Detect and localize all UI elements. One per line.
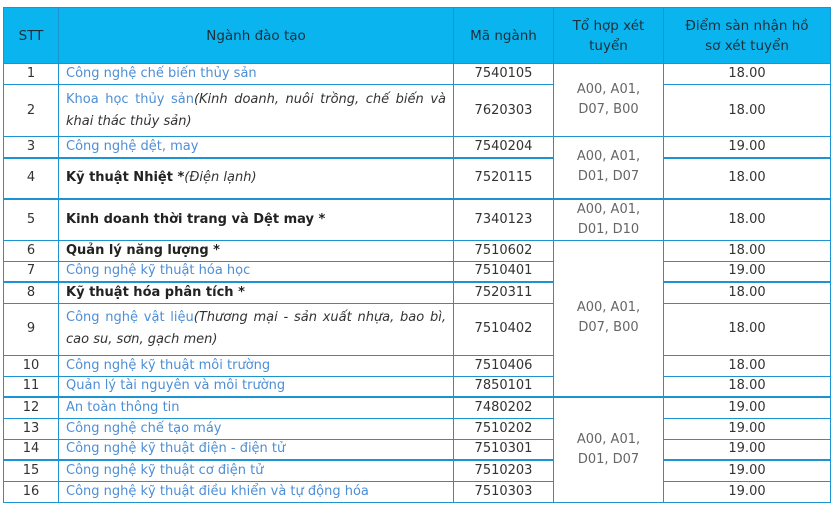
header-combo [554,8,664,64]
cell-score: 18.00 [664,355,831,376]
cell-code: 7520311 [454,282,554,303]
combo-label: A00, A01, D07, B00 [576,82,641,117]
cell-score: 18.00 [664,376,831,397]
table-row [4,355,831,376]
header-code: Mã ngành [454,8,554,64]
cell-code: 7510401 [454,261,554,282]
major-label: Kỹ thuật hóa phân tích * [66,284,245,300]
major-link[interactable]: Khoa học thủy sản [66,91,194,107]
table-row [4,282,831,303]
cell-score: 18.00 [664,85,831,137]
table-row [4,376,831,397]
major-link[interactable]: Quản lý tài nguyên và môi trường [66,378,286,394]
combo-label: A00, A01, D01, D07 [576,431,641,467]
cell-major [59,376,454,397]
major-note: (Kinh doanh, nuôi trồng, chế biến và khai thác thủy sản) [66,91,446,129]
admission-table-container [3,7,830,503]
major-link[interactable]: Công nghệ chế biến thủy sản [66,66,257,81]
cell-major [59,460,454,481]
cell-stt: 13 [4,418,59,439]
cell-score: 18.00 [664,158,831,199]
cell-stt: 16 [4,481,59,502]
cell-code: 7850101 [454,376,554,397]
cell-stt: 12 [4,397,59,418]
cell-score: 19.00 [664,418,831,439]
major-link[interactable]: Công nghệ kỹ thuật cơ điện tử [66,462,264,478]
header-major: Ngành đào tạo [59,8,454,64]
cell-stt: 7 [4,261,59,282]
major-label: Quản lý năng lượng * [66,242,220,258]
cell-code: 7510406 [454,355,554,376]
cell-code: 7620303 [454,85,554,137]
table-row [4,303,831,355]
cell-major [59,481,454,502]
cell-score: 19.00 [664,397,831,418]
cell-code: 7540105 [454,64,554,85]
cell-score: 19.00 [664,481,831,502]
cell-score: 18.00 [664,64,831,85]
cell-stt: 15 [4,460,59,481]
cell-major [59,397,454,418]
major-label: Kỹ thuật Nhiệt * [66,170,185,185]
cell-code: 7480202 [454,397,554,418]
cell-score: 19.00 [664,137,831,158]
cell-code: 7510202 [454,418,554,439]
cell-score: 19.00 [664,439,831,460]
cell-stt: 8 [4,282,59,303]
cell-major [59,137,454,158]
cell-code: 7510301 [454,439,554,460]
cell-code: 7510402 [454,303,554,355]
cell-code: 7510303 [454,481,554,502]
cell-stt: 1 [4,64,59,85]
table-row [4,240,831,261]
cell-stt: 5 [4,199,59,241]
major-link[interactable]: Công nghệ kỹ thuật hóa học [66,263,251,279]
table-row [4,85,831,137]
cell-combo [554,240,664,397]
combo-label: A00, A01, D01, D07 [576,149,641,185]
cell-code: 7540204 [454,137,554,158]
major-link[interactable]: Công nghệ dệt, may [66,138,199,154]
cell-major [59,439,454,460]
cell-score: 19.00 [664,460,831,481]
cell-stt: 11 [4,376,59,397]
cell-code: 7510203 [454,460,554,481]
table-row [4,397,831,418]
cell-code: 7510602 [454,240,554,261]
header-combo-label: Tổ hợp xét tuyển [572,17,645,54]
major-note: (Điện lạnh) [184,170,257,185]
table-row [4,199,831,241]
table-row [4,418,831,439]
cell-major [59,261,454,282]
header-stt: STT [4,8,59,64]
cell-score: 18.00 [664,240,831,261]
cell-combo [554,137,664,199]
major-link[interactable]: Công nghệ kỹ thuật môi trường [66,357,271,373]
cell-score: 18.00 [664,303,831,355]
cell-major [59,85,454,137]
cell-major [59,303,454,355]
table-row [4,64,831,85]
table-row [4,158,831,199]
major-link[interactable]: Công nghệ chế tạo máy [66,420,222,436]
header-score-label: Điểm sàn nhận hồ sơ xét tuyển [685,17,809,54]
major-label: Kinh doanh thời trang và Dệt may * [66,211,326,227]
admission-score-table [3,7,831,503]
table-row [4,439,831,460]
major-link[interactable]: Công nghệ kỹ thuật điện - điện tử [66,441,286,457]
combo-label: A00, A01, D07, B00 [576,300,641,336]
cell-major [59,418,454,439]
cell-stt: 4 [4,158,59,199]
cell-stt: 2 [4,85,59,137]
cell-stt: 9 [4,303,59,355]
cell-combo [554,64,664,137]
cell-major [59,158,454,199]
cell-stt: 6 [4,240,59,261]
major-link[interactable]: An toàn thông tin [66,399,180,415]
cell-major [59,240,454,261]
cell-code: 7520115 [454,158,554,199]
combo-label: A00, A01, D01, D10 [576,201,641,237]
major-link[interactable]: Công nghệ kỹ thuật điều khiển và tự động hóa [66,483,369,499]
cell-combo [554,199,664,241]
table-row [4,137,831,158]
table-row [4,460,831,481]
cell-major [59,199,454,241]
major-link[interactable]: Công nghệ vật liệu [66,310,194,325]
cell-combo [554,397,664,502]
cell-score: 18.00 [664,282,831,303]
major-note: (Thương mại - sản xuất nhựa, bao bì, cao su, sơn, gạch men) [66,310,446,347]
table-row [4,481,831,502]
cell-code: 7340123 [454,199,554,241]
cell-stt: 10 [4,355,59,376]
cell-major [59,282,454,303]
cell-major [59,355,454,376]
cell-score: 19.00 [664,261,831,282]
cell-stt: 14 [4,439,59,460]
header-score [664,8,831,64]
table-row [4,261,831,282]
table-header-row [4,8,831,64]
cell-score: 18.00 [664,199,831,241]
cell-major [59,64,454,85]
cell-stt: 3 [4,137,59,158]
